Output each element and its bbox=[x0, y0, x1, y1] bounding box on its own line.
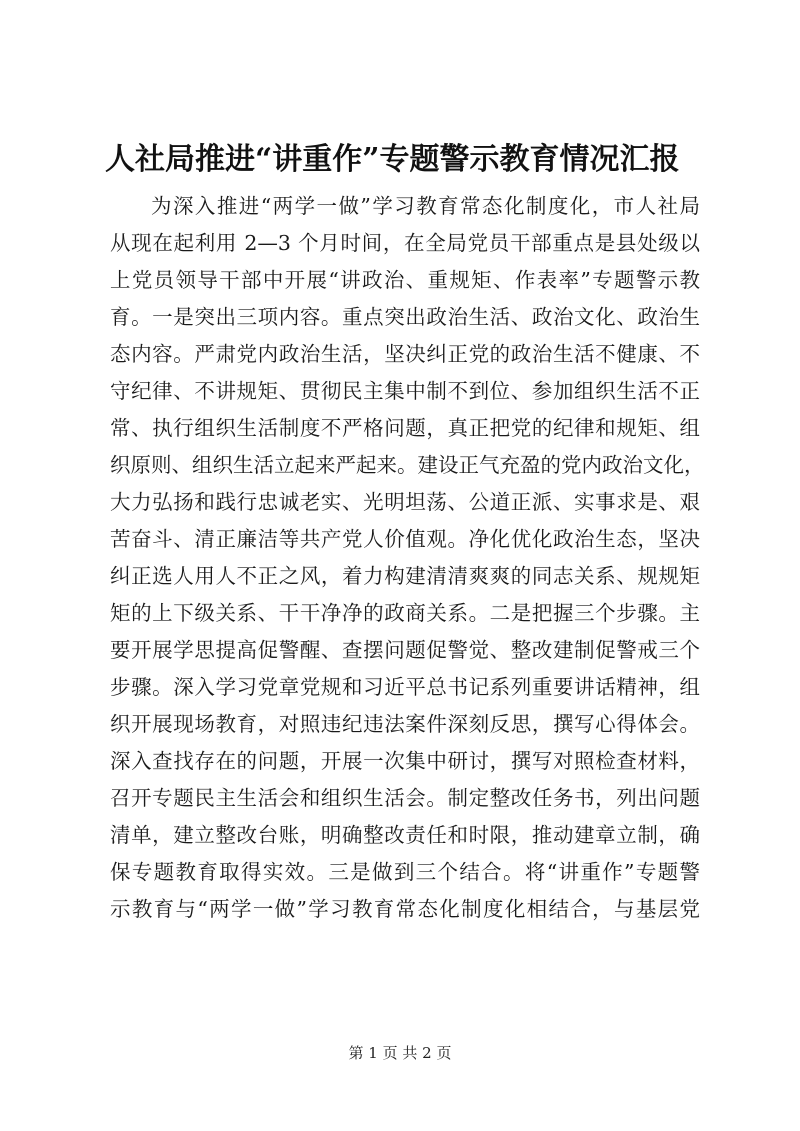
body-line: 守纪律、不讲规矩、贯彻民主集中制不到位、参加组织生活不正 bbox=[110, 379, 700, 403]
body-line: 苦奋斗、清正廉洁等共产党人价值观。净化优化政治生态，坚决 bbox=[110, 527, 700, 551]
body-line: 织开展现场教育，对照违纪违法案件深刻反思，撰写心得体会。 bbox=[110, 712, 700, 736]
body-line: 从现在起利用 2—3 个月时间，在全局党员干部重点是县处级以 bbox=[110, 231, 700, 255]
document-title: 人社局推进“讲重作”专题警示教育情况汇报 bbox=[105, 142, 680, 177]
body-line: 态内容。严肃党内政治生活，坚决纠正党的政治生活不健康、不 bbox=[110, 342, 700, 366]
body-line: 纠正选人用人不正之风，着力构建清清爽爽的同志关系、规规矩 bbox=[110, 564, 700, 588]
body-line: 保专题教育取得实效。三是做到三个结合。将“讲重作”专题警 bbox=[110, 860, 700, 884]
body-line: 育。一是突出三项内容。重点突出政治生活、政治文化、政治生 bbox=[110, 305, 700, 329]
body-line: 上党员领导干部中开展“讲政治、重规矩、作表率”专题警示教 bbox=[110, 268, 700, 292]
body-line: 深入查找存在的问题，开展一次集中研讨，撰写对照检查材料， bbox=[110, 749, 700, 773]
body-line: 为深入推进“两学一做”学习教育常态化制度化，市人社局 bbox=[151, 194, 700, 218]
body-line: 要开展学思提高促警醒、查摆问题促警觉、整改建制促警戒三个 bbox=[110, 638, 700, 662]
body-line: 步骤。深入学习党章党规和习近平总书记系列重要讲话精神，组 bbox=[110, 675, 700, 699]
body-line: 召开专题民主生活会和组织生活会。制定整改任务书，列出问题 bbox=[110, 786, 700, 810]
body-line: 清单，建立整改台账，明确整改责任和时限，推动建章立制，确 bbox=[110, 823, 700, 847]
body-line: 大力弘扬和践行忠诚老实、光明坦荡、公道正派、实事求是、艰 bbox=[110, 490, 700, 514]
body-line: 常、执行组织生活制度不严格问题，真正把党的纪律和规矩、组 bbox=[110, 416, 700, 440]
page-footer: 第 1 页 共 2 页 bbox=[348, 1044, 452, 1062]
body-line: 织原则、组织生活立起来严起来。建设正气充盈的党内政治文化， bbox=[110, 453, 705, 477]
document-body bbox=[110, 188, 705, 928]
body-line: 示教育与“两学一做”学习教育常态化制度化相结合，与基层党 bbox=[110, 897, 700, 921]
body-line: 矩的上下级关系、干干净净的政商关系。二是把握三个步骤。主 bbox=[110, 601, 700, 625]
